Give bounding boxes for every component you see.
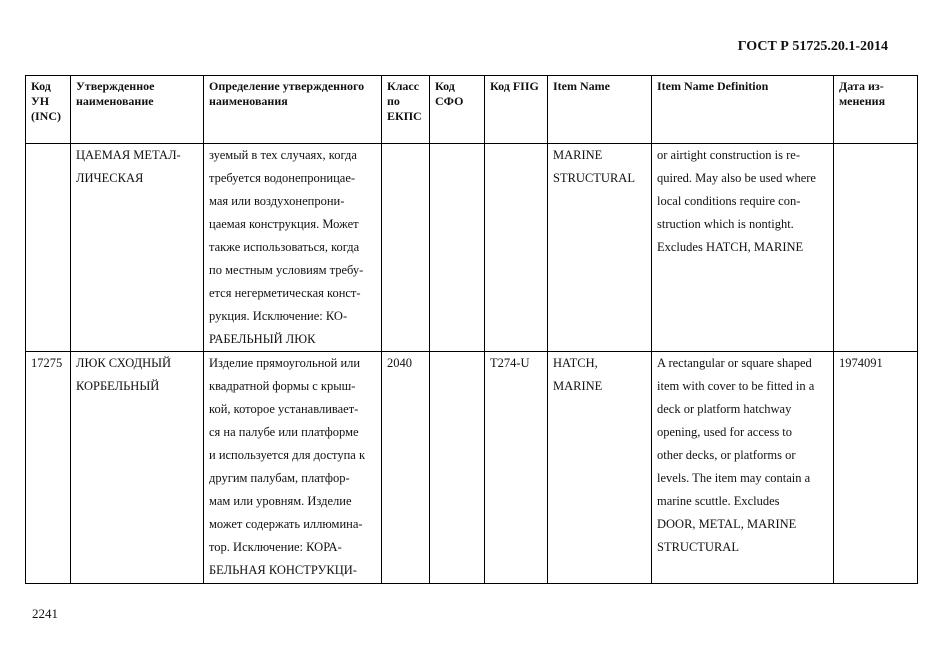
cell-item-name bbox=[548, 352, 652, 584]
text-line: Excludes HATCH, MARINE bbox=[657, 240, 804, 254]
cell-ekps-class bbox=[382, 144, 430, 352]
cell-code: 17275 bbox=[26, 352, 71, 584]
text-line: STRUCTURAL bbox=[657, 540, 739, 554]
cell-approved-name bbox=[71, 352, 204, 584]
text-line: ЛЮК СХОДНЫЙ bbox=[76, 356, 172, 370]
text-line: РАБЕЛЬНЫЙ ЛЮК bbox=[209, 332, 316, 346]
items-table bbox=[25, 75, 918, 584]
text-line: ется негерметическая конст- bbox=[209, 286, 361, 300]
text-line: local conditions require con- bbox=[657, 194, 801, 208]
text-line: MARINE bbox=[553, 379, 603, 393]
text-line: MARINE bbox=[553, 148, 603, 162]
col-header-definition: Определение утвержденного наименования bbox=[204, 76, 382, 144]
page-number: 2241 bbox=[32, 606, 58, 621]
text-line: Изделие прямоугольной или bbox=[209, 356, 361, 370]
text-line: зуемый в тех случаях, когда bbox=[209, 148, 357, 162]
text-line: item with cover to be fitted in a bbox=[657, 379, 815, 393]
col-header-code: Код УН (INC) bbox=[26, 76, 71, 144]
cell-fiig-code: T274-U bbox=[485, 352, 548, 584]
text-line: ся на палубе или платформе bbox=[209, 425, 359, 439]
text-line: требуется водонепроницае- bbox=[209, 171, 356, 185]
col-header-approved-name: Утвержденное наименование bbox=[71, 76, 204, 144]
cell-approved-name bbox=[71, 144, 204, 352]
cell-item-definition bbox=[652, 352, 834, 584]
text-line: кой, которое устанавливает- bbox=[209, 402, 359, 416]
text-line: и используется для доступа к bbox=[209, 448, 366, 462]
table-row bbox=[26, 144, 918, 352]
text-line: marine scuttle. Excludes bbox=[657, 494, 780, 508]
cell-definition bbox=[204, 144, 382, 352]
cell-change-date: 1974091 bbox=[834, 352, 918, 584]
text-line: по местным условиям требу- bbox=[209, 263, 364, 277]
cell-change-date bbox=[834, 144, 918, 352]
text-line: struction which is nontight. bbox=[657, 217, 794, 231]
text-line: ЦАЕМАЯ МЕТАЛ- bbox=[76, 148, 181, 162]
text-line: также использоваться, когда bbox=[209, 240, 360, 254]
cell-sfo-code bbox=[430, 144, 485, 352]
text-line: цаемая конструкция. Может bbox=[209, 217, 359, 231]
col-header-ekps-class: Класс по ЕКПС bbox=[382, 76, 430, 144]
cell-ekps-class: 2040 bbox=[382, 352, 430, 584]
text-line: STRUCTURAL bbox=[553, 171, 635, 185]
text-line: КОРБЕЛЬНЫЙ bbox=[76, 379, 160, 393]
cell-definition bbox=[204, 352, 382, 584]
cell-item-definition bbox=[652, 144, 834, 352]
text-line: может содержать иллюмина- bbox=[209, 517, 363, 531]
col-header-item-definition: Item Name Definition bbox=[652, 76, 834, 144]
text-line: другим палубам, платфор- bbox=[209, 471, 350, 485]
text-line: мая или воздухонепрони- bbox=[209, 194, 345, 208]
text-line: БЕЛЬНАЯ КОНСТРУКЦИ- bbox=[209, 563, 357, 577]
col-header-fiig-code: Код FIIG bbox=[485, 76, 548, 144]
standard-header: ГОСТ Р 51725.20.1-2014 bbox=[737, 39, 888, 54]
cell-sfo-code bbox=[430, 352, 485, 584]
cell-code bbox=[26, 144, 71, 352]
text-line: тор. Исключение: КОРА- bbox=[209, 540, 342, 554]
text-line: quired. May also be used where bbox=[657, 171, 816, 185]
text-line: levels. The item may contain a bbox=[657, 471, 811, 485]
cell-item-name bbox=[548, 144, 652, 352]
col-header-sfo-code: Код СФО bbox=[430, 76, 485, 144]
col-header-change-date: Дата из-менения bbox=[834, 76, 918, 144]
text-line: рукция. Исключение: КО- bbox=[209, 309, 348, 323]
text-line: HATCH, bbox=[553, 356, 598, 370]
text-line: or airtight construction is re- bbox=[657, 148, 801, 162]
text-line: A rectangular or square shaped bbox=[657, 356, 812, 370]
text-line: opening, used for access to bbox=[657, 425, 793, 439]
text-line: мам или уровням. Изделие bbox=[209, 494, 352, 508]
table-header-row bbox=[26, 76, 918, 144]
text-line: DOOR, METAL, MARINE bbox=[657, 517, 797, 531]
text-line: deck or platform hatchway bbox=[657, 402, 792, 416]
table-row bbox=[26, 352, 918, 584]
text-line: ЛИЧЕСКАЯ bbox=[76, 171, 144, 185]
text-line: квадратной формы с крыш- bbox=[209, 379, 356, 393]
col-header-item-name: Item Name bbox=[548, 76, 652, 144]
cell-fiig-code bbox=[485, 144, 548, 352]
text-line: other decks, or platforms or bbox=[657, 448, 796, 462]
